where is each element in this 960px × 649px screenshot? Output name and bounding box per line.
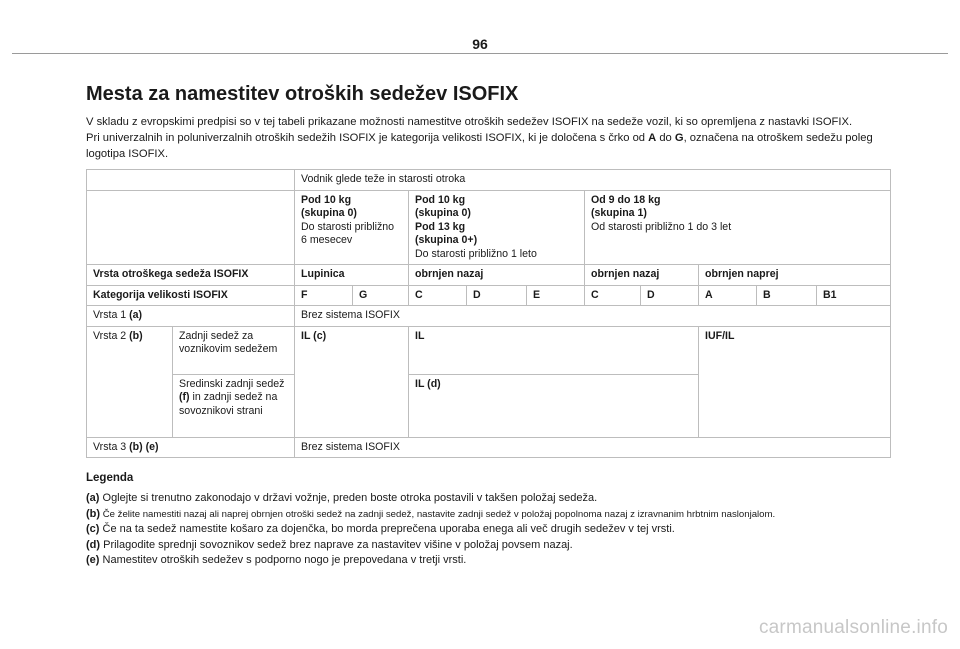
table-row	[87, 285, 891, 306]
size-cell: C	[585, 285, 641, 306]
table-row	[87, 326, 891, 374]
legend-text: Če želite namestiti nazaj ali naprej obrnjen otroški sedež na zadnji sedež, nastavite zadnji sedež v položaj popolnoma nazaj z izravnanim hrbtnim naslonjalom.	[100, 508, 776, 520]
legend-text: Oglejte si trenutno zakonodajo v državi vožnje, preden boste otroka postavili v takšen položaj sedeža.	[99, 492, 598, 504]
table-row	[87, 190, 891, 265]
group-0-cell	[295, 190, 409, 265]
row-3-value: Brez sistema ISOFIX	[295, 437, 891, 458]
legend-title: Legenda	[86, 472, 134, 484]
intro-text-part: , označena na otroškem sedežu poleg logotipa ISOFIX.	[86, 132, 873, 160]
seat-type-cell: obrnjen nazaj	[409, 265, 585, 286]
row-label-text: Vrsta 2	[93, 329, 130, 342]
group-age: Do starosti približno 6 mesecev	[301, 220, 395, 246]
seat-type-label: Vrsta otroškega sedeža ISOFIX	[87, 265, 295, 286]
row-label-text: Vrsta 3	[93, 440, 130, 453]
row-label-ref: (b)	[129, 329, 143, 342]
group-age: Od starosti približno 1 do 3 let	[591, 220, 732, 233]
legend-text: Če na ta sedež namestite košaro za dojenčka, bo morda preprečena uporaba enega ali več drugih sedežev v tej vrsti.	[99, 523, 675, 535]
table-row	[87, 437, 891, 458]
group-weight: Pod 10 kg	[415, 193, 466, 206]
intro-paragraph-2	[86, 130, 890, 162]
size-letter-g: G	[674, 132, 684, 144]
size-cell: E	[527, 285, 585, 306]
table-cell-empty	[87, 190, 295, 265]
guide-header: Vodnik glede teže in starosti otroka	[295, 170, 891, 191]
legend-key: (e)	[86, 554, 100, 566]
group-name: (skupina 0)	[301, 207, 357, 219]
group-age: Do starosti približno 1 leto	[415, 247, 537, 260]
legend-key: (b)	[86, 507, 101, 520]
intro-text-part: Pri univerzalnih in poluniverzalnih otroških sedežih ISOFIX je kategorija velikosti ISOFIX, ki je določena s črko od	[86, 132, 649, 144]
row-2-seat-a: Zadnji sedež za voznikovim sedežem	[173, 326, 295, 374]
legend-item	[86, 553, 890, 569]
legend-key: (c)	[86, 523, 100, 535]
row-label-ref: (b) (e)	[129, 440, 159, 453]
legend-text: Prilagodite sprednji sovoznikov sedež brez naprave za nastavitev višine v položaj povsem nazaj.	[100, 538, 573, 551]
intro-text	[86, 114, 890, 162]
group-name: (skupina 0)	[415, 207, 471, 219]
group-weight: Od 9 do 18 kg	[591, 193, 661, 206]
row-2-col-1: IL (c)	[295, 326, 409, 437]
size-cell: D	[641, 285, 699, 306]
row-2-col-3: IUF/IL	[699, 326, 891, 437]
row-2-col-2a: IL	[409, 326, 699, 374]
group-1-cell	[585, 190, 891, 265]
intro-paragraph-1: V skladu z evropskimi predpisi so v tej tabeli prikazane možnosti namestitve otroških sedežev ISOFIX na sedeže vozil, ki so opremljena z nastavki ISOFIX.	[86, 116, 853, 128]
table-cell-empty	[87, 170, 295, 191]
size-cell: B	[757, 285, 817, 306]
table-row	[87, 306, 891, 327]
page-content	[86, 82, 890, 569]
row-2-col-2b: IL (d)	[409, 374, 699, 437]
page-title: Mesta za namestitev otroških sedežev ISOFIX	[86, 83, 519, 105]
size-label: Kategorija velikosti ISOFIX	[87, 285, 295, 306]
row-3-label	[87, 437, 295, 458]
table-row	[87, 170, 891, 191]
size-cell: D	[467, 285, 527, 306]
seat-ref: (f)	[179, 391, 190, 403]
intro-text-part: do	[656, 132, 675, 144]
table-row	[87, 265, 891, 286]
header-divider	[12, 53, 948, 54]
seat-type-cell: obrnjen naprej	[699, 265, 891, 286]
row-1-label	[87, 306, 295, 327]
legend-key: (d)	[86, 538, 101, 551]
size-cell: G	[353, 285, 409, 306]
group-0plus-cell	[409, 190, 585, 265]
row-label-ref: (a)	[129, 309, 143, 321]
isofix-table	[86, 169, 891, 458]
group-weight-extra: Pod 13 kg	[415, 220, 466, 233]
size-cell: B1	[817, 285, 891, 306]
size-cell: F	[295, 285, 353, 306]
row-label-text: Vrsta 1	[93, 309, 130, 321]
group-name-extra: (skupina 0+)	[415, 234, 478, 246]
legend-item	[86, 507, 890, 523]
watermark: carmanualsonline.info	[758, 617, 948, 638]
size-cell: A	[699, 285, 757, 306]
size-letter-a: A	[648, 132, 657, 144]
row-1-value: Brez sistema ISOFIX	[295, 306, 891, 327]
group-name: (skupina 1)	[591, 207, 647, 219]
row-2-seat-b	[173, 374, 295, 437]
page-number: 96	[472, 36, 488, 52]
row-2-label	[87, 326, 173, 437]
legend-item	[86, 538, 890, 554]
legend-item	[86, 491, 890, 507]
group-weight: Pod 10 kg	[301, 193, 352, 206]
legend-key: (a)	[86, 492, 100, 504]
seat-type-cell: obrnjen nazaj	[585, 265, 699, 286]
legend-list	[86, 491, 890, 569]
seat-type-cell: Lupinica	[295, 265, 409, 286]
legend-text: Namestitev otroških sedežev s podporno nogo je prepovedana v tretji vrsti.	[99, 554, 467, 566]
seat-text: Sredinski zadnji sedež	[179, 377, 285, 390]
seat-text: in zadnji sedež na sovoznikovi strani	[179, 391, 278, 417]
size-cell: C	[409, 285, 467, 306]
legend-item	[86, 522, 890, 538]
